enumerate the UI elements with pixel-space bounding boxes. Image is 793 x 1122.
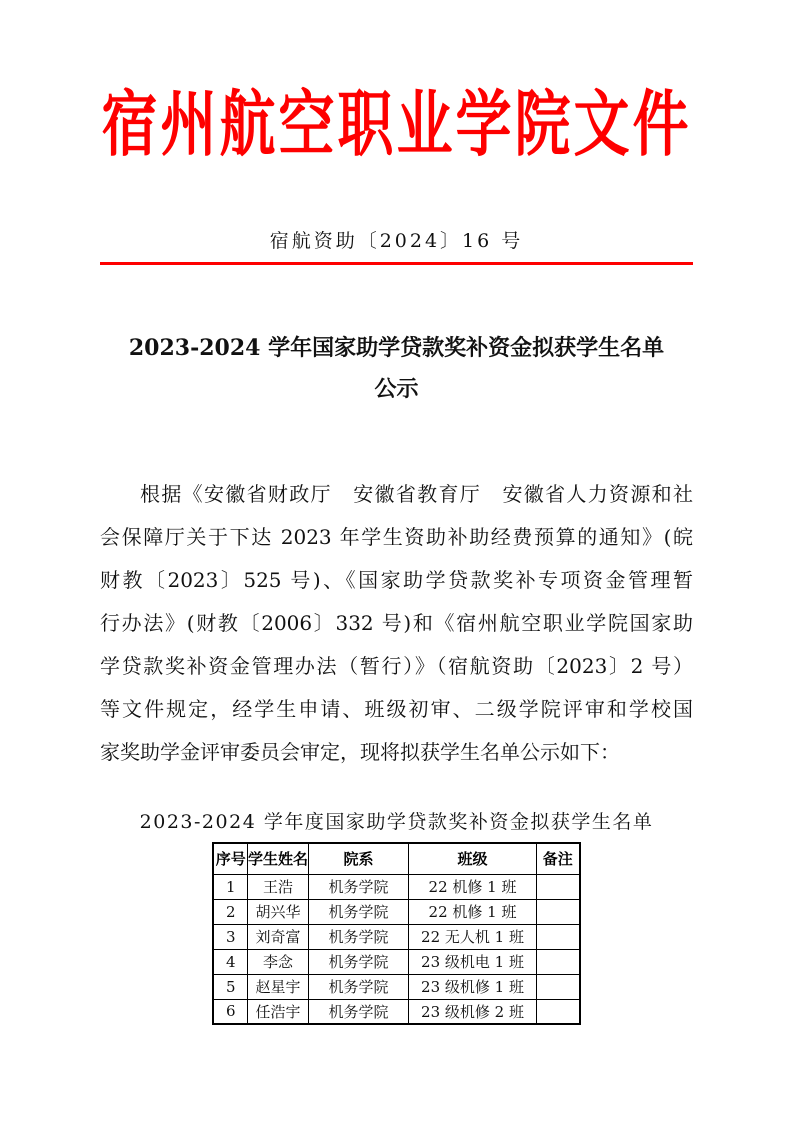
table-cell: 机务学院 [309, 949, 409, 974]
table-cell: 机务学院 [309, 874, 409, 899]
letterhead-title: 宿州航空职业学院文件 [101, 82, 692, 167]
table-cell: 3 [213, 924, 247, 949]
table-cell: 4 [213, 949, 247, 974]
table-row [213, 924, 579, 949]
table-cell [537, 999, 580, 1024]
table-cell: 22 无人机 1 班 [409, 924, 537, 949]
table-row [213, 874, 579, 899]
table-cell: 任浩宇 [247, 999, 308, 1024]
table-cell: 22 机修 1 班 [409, 874, 537, 899]
table-cell: 机务学院 [309, 999, 409, 1024]
table-header-cell: 学生姓名 [247, 843, 308, 874]
table-cell [537, 974, 580, 999]
table-cell [537, 874, 580, 899]
body-paragraph [100, 473, 693, 774]
body-line: 学贷款奖补资金管理办法（暂行）》（宿航资助〔2023〕2 号） [100, 654, 693, 678]
body-line: 根据《安徽省财政厅 安徽省教育厅 安徽省人力资源和社 [140, 482, 693, 506]
table-cell: 机务学院 [309, 899, 409, 924]
table-cell: 2 [213, 899, 247, 924]
table-cell: 22 机修 1 班 [409, 899, 537, 924]
body-line: 家奖助学金评审委员会审定，现将拟获学生名单公示如下： [100, 740, 620, 764]
table-header-cell: 院系 [309, 843, 409, 874]
table-header-cell: 班级 [409, 843, 537, 874]
table-cell: 23 级机修 2 班 [409, 999, 537, 1024]
table-cell: 23 级机电 1 班 [409, 949, 537, 974]
table-cell: 5 [213, 974, 247, 999]
table-cell: 赵星宇 [247, 974, 308, 999]
doc-number: 宿航资助〔2024〕16 号 [269, 230, 524, 252]
red-separator-line [100, 262, 693, 265]
table-header-cell: 序号 [213, 843, 247, 874]
table-cell [537, 899, 580, 924]
body-line: 财教〔2023〕525 号)、《国家助学贷款奖补专项资金管理暂 [100, 568, 693, 592]
doc-title-line2: 公示 [374, 376, 419, 402]
body-line: 会保障厅关于下达 2023 年学生资助补助经费预算的通知》(皖 [100, 525, 693, 549]
doc-title [60, 328, 733, 410]
body-line: 行办法》(财教〔2006〕332 号)和《宿州航空职业学院国家助 [100, 611, 693, 635]
table-cell: 胡兴华 [247, 899, 308, 924]
table-cell: 刘奇富 [247, 924, 308, 949]
body-line: 等文件规定，经学生申请、班级初审、二级学院评审和学校国 [100, 697, 693, 721]
table-cell: 李念 [247, 949, 308, 974]
table-container [0, 842, 793, 1025]
table-cell: 机务学院 [309, 974, 409, 999]
table-cell: 23 级机修 1 班 [409, 974, 537, 999]
table-header-row [213, 843, 579, 874]
table-body [213, 874, 579, 1024]
table-cell [537, 949, 580, 974]
table-caption: 2023-2024 学年度国家助学贷款奖补资金拟获学生名单 [139, 811, 654, 833]
table-header-cell: 备注 [537, 843, 580, 874]
table-cell: 王浩 [247, 874, 308, 899]
table-cell: 机务学院 [309, 924, 409, 949]
table-row [213, 999, 579, 1024]
table-row [213, 949, 579, 974]
table-cell: 6 [213, 999, 247, 1024]
roster-table [212, 842, 580, 1025]
table-row [213, 899, 579, 924]
table-cell: 1 [213, 874, 247, 899]
table-row [213, 974, 579, 999]
doc-title-line1: 2023-2024 学年国家助学贷款奖补资金拟获学生名单 [128, 335, 665, 361]
table-cell [537, 924, 580, 949]
